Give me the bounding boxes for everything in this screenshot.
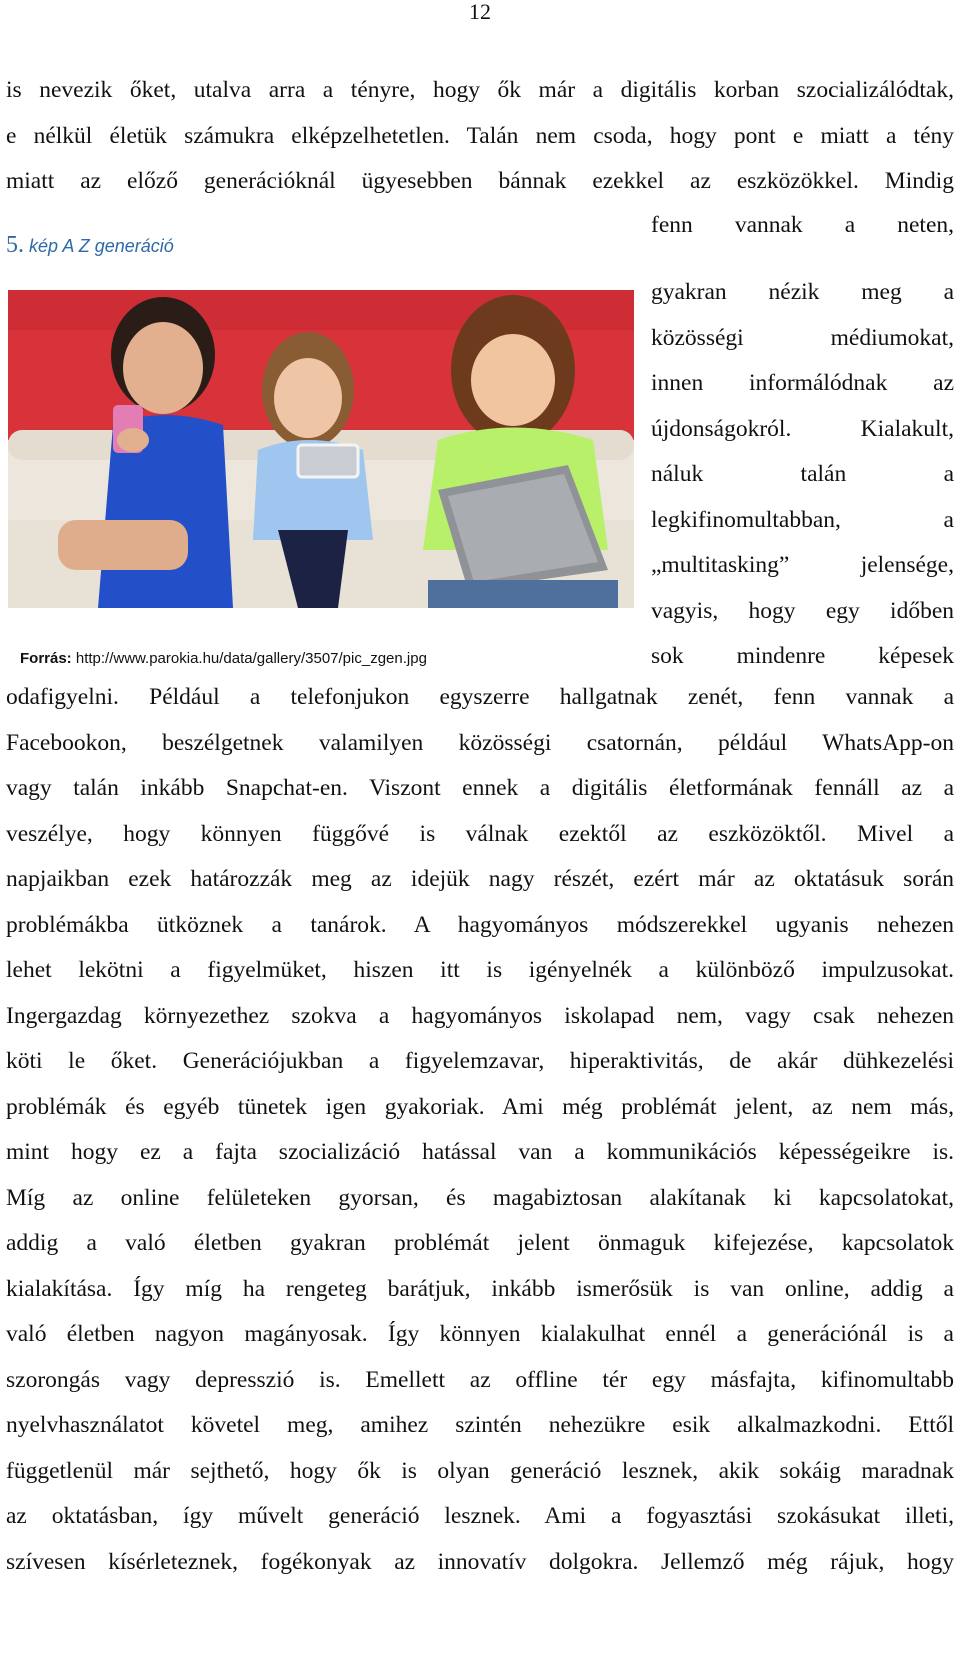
text-line: legkifinomultabban, a [651, 506, 954, 533]
text-line: Ingergazdag környezethez szokva a hagyományos iskolapad nem, vagy csak nehezen [6, 1002, 954, 1029]
text-line: sok mindenre képesek [651, 643, 954, 669]
text-line: innen informálódnak az [651, 370, 954, 396]
text-line: függetlenül már sejthető, hogy ők is olyan generáció lesznek, akik sokáig maradnak [6, 1457, 954, 1484]
text-line: e nélkül életük számukra elképzelhetetlen. Talán nem csoda, hogy pont e miatt a tény [6, 122, 954, 149]
source-url: http://www.parokia.hu/data/gallery/3507/pic_zgen.jpg [71, 650, 427, 667]
text-line: vagy talán inkább Snapchat-en. Viszont ennek a digitális életformának fennáll az a [6, 775, 954, 801]
text-line: való életben nagyon magányosak. Így könnyen kialakulhat ennél a generációnál is a [6, 1321, 954, 1347]
text-line: Míg az online felületeken gyorsan, és magabiztosan alakítanak ki kapcsolatokat, [6, 1184, 954, 1211]
text-line: náluk talán a [651, 461, 954, 487]
text-line: problémák és egyéb tünetek igen gyakoriak. Ami még problémát jelent, az nem más, [6, 1093, 954, 1120]
text-line: napjaikban ezek határozzák meg az idejük nagy részét, ezért már az oktatásuk során [6, 866, 954, 892]
text-line: odafigyelni. Például a telefonjukon egyszerre hallgatnak zenét, fenn vannak a [6, 684, 954, 710]
text-line: szorongás vagy depresszió is. Emellett az offline tér egy másfajta, kifinomultabb [6, 1366, 954, 1393]
text-line: szívesen kísérleteznek, fogékonyak az innovatív dolgokra. Jellemző még rájuk, hogy [6, 1548, 954, 1575]
figure-source [20, 650, 427, 667]
text-line: az oktatásban, így művelt generáció lesznek. Ami a fogyasztási szokásukat illeti, [6, 1503, 954, 1529]
body-paragraph [6, 675, 954, 1585]
page-number: 12 [469, 0, 491, 24]
text-line: fenn vannak a neten, [651, 212, 954, 238]
source-label: Forrás: [20, 650, 72, 667]
figure-caption-text: kép A Z generáció [24, 236, 174, 256]
text-line: „multitasking” jelensége, [651, 552, 954, 578]
figure-caption [6, 232, 174, 259]
text-line: újdonságokról. Kialakult, [651, 415, 954, 442]
text-line: veszélye, hogy könnyen függővé is válnak ezektől az eszközöktől. Mivel a [6, 820, 954, 847]
text-line: mint hogy ez a fajta szocializáció hatással van a kommunikációs képességeikre is. [6, 1139, 954, 1165]
top-paragraph [6, 68, 954, 205]
text-line: is nevezik őket, utalva arra a tényre, hogy ők már a digitális korban szocializálódtak, [6, 77, 954, 103]
text-line: addig a való életben gyakran problémát jelent önmaguk kifejezése, kapcsolatok [6, 1230, 954, 1256]
figure-number: 5. [6, 232, 24, 258]
figure-photo [8, 290, 634, 608]
text-line: Facebookon, beszélgetnek valamilyen közösségi csatornán, például WhatsApp-on [6, 729, 954, 756]
text-line: nyelvhasználatot követel meg, amihez szintén nehezükre esik alkalmazkodni. Ettől [6, 1412, 954, 1438]
text-line: köti le őket. Generációjukban a figyelemzavar, hiperaktivitás, de akár dühkezelési [6, 1048, 954, 1074]
children-with-devices-illustration [8, 290, 634, 608]
side-paragraph [651, 270, 954, 680]
text-line: kialakítása. Így míg ha rengeteg barátjuk, inkább ismerősük is van online, addig a [6, 1275, 954, 1302]
side-paragraph-first-line [651, 203, 954, 249]
text-line: miatt az előző generációknál ügyesebben bánnak ezekkel az eszközökkel. Mindig [6, 168, 954, 194]
text-line: lehet lekötni a figyelmüket, hiszen itt is igényelnék a különböző impulzusokat. [6, 957, 954, 983]
text-line: problémákba ütköznek a tanárok. A hagyományos módszerekkel ugyanis nehezen [6, 911, 954, 938]
text-line: vagyis, hogy egy időben [651, 597, 954, 624]
text-line: közösségi médiumokat, [651, 324, 954, 351]
text-line: gyakran nézik meg a [651, 279, 954, 305]
